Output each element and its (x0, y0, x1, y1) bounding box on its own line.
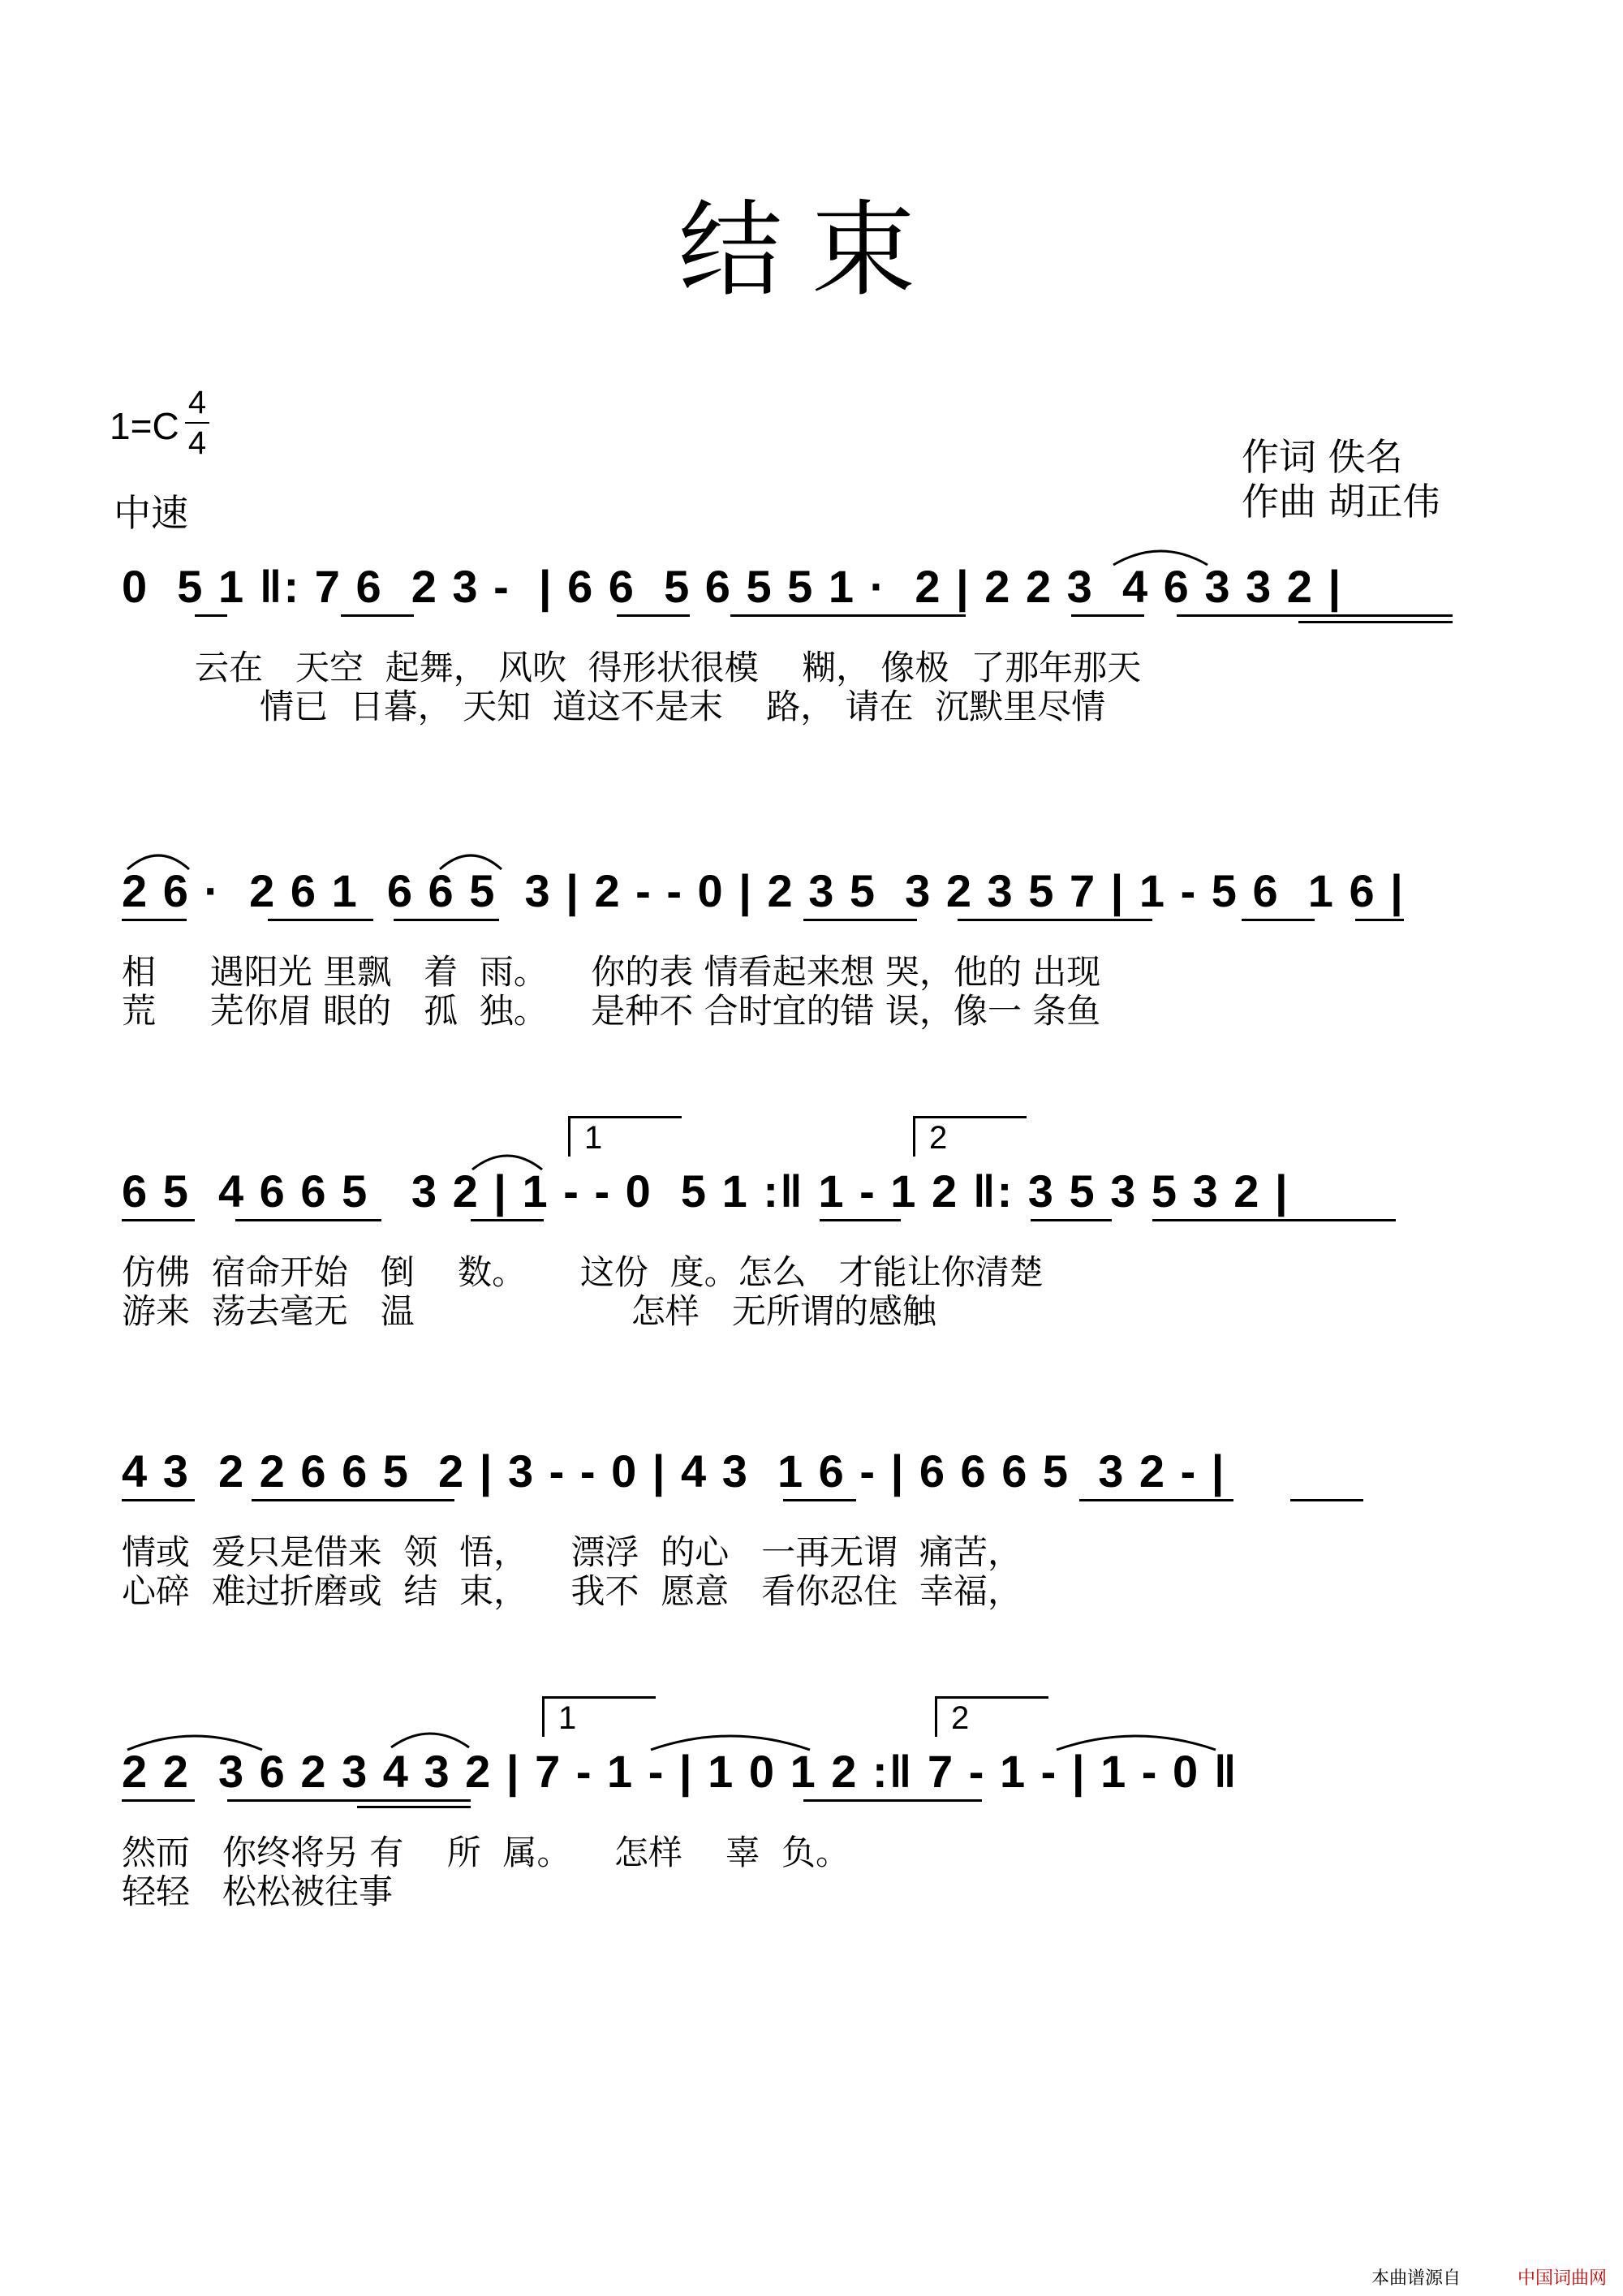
notation-line: 6 5 4 6 6 5 3 2 | 1 - - 0 5 1 :‖ 1 - 1 2 ‖: 3 5 3 5 3 2 | (122, 1165, 1289, 1217)
score-system-2 (114, 864, 1444, 1051)
lyrics-verse-1: 情或 爱只是借来 领 悟， 漂浮 的心 一再无谓 痛苦， (122, 1532, 1022, 1572)
volta-ending-1: 1 (584, 1120, 603, 1156)
score-system-5 (114, 1688, 1444, 1923)
slur-mark (1055, 1727, 1217, 1751)
notation-line: 4 3 2 2 6 6 5 2 | 3 - - 0 | 4 3 1 6 - | 6 6 6 5 3 2 - | (122, 1445, 1226, 1497)
lyrics-verse-2: 荒 芜你眉 眼的 孤 独。 是种不 合时宜的错 误，像一 条鱼 (122, 991, 1101, 1031)
lyrics-verse-2: 心碎 难过折磨或 结 束， 我不 愿意 看你忍住 幸福， (122, 1571, 1022, 1611)
composer-credit: 作曲 胡正伟 (1242, 480, 1440, 523)
score-system-3 (114, 1108, 1444, 1343)
slur-mark (438, 846, 503, 871)
key-signature: 1=C (110, 405, 179, 447)
slur-mark (471, 1147, 544, 1171)
slur-mark (649, 1727, 812, 1751)
lyrics-verse-1: 云在 天空 起舞， 风吹 得形状很模 糊， 像极 了那年那天 (195, 648, 1142, 687)
time-signature-top: 4 (187, 385, 207, 420)
lyrics-verse-1: 相 遇阳光 里飘 着 雨。 你的表 情看起来想 哭，他的 出现 (122, 952, 1101, 992)
tempo-marking: 中速 (114, 492, 188, 534)
footer-source-text: 本曲谱源自 (1371, 2268, 1462, 2289)
volta-ending-2: 2 (929, 1120, 948, 1156)
volta-ending-2: 2 (951, 1700, 970, 1736)
lyrics-verse-1: 仿佛 宿命开始 倒 数。 这份 度。怎么 才能让你清楚 (122, 1252, 1044, 1292)
volta-ending-1: 1 (558, 1700, 577, 1736)
time-signature-bottom: 4 (187, 425, 207, 461)
notation-line: 0 5 1 ‖: 7 6 2 3 - | 6 6 5 6 5 5 1 · 2 | 2 2 3 4 6 3 3 2 | (122, 561, 1343, 612)
lyrics-verse-1: 然而 你终将另 有 所 属。 怎样 辜 负。 (122, 1833, 850, 1872)
score-system-1 (114, 560, 1444, 747)
slur-mark (390, 1725, 471, 1749)
slur-mark (126, 1727, 264, 1751)
footer-site-link[interactable]: 中国词曲网 (1518, 2268, 1608, 2289)
page-title: 结束 (678, 190, 945, 311)
lyrics-verse-2: 轻轻 松松被往事 (122, 1872, 394, 1911)
notation-line: 2 6 · 2 6 1 6 6 5 3 | 2 - - 0 | 2 3 5 3 2 3 5 7 | 1 - 5 6 1 6 | (122, 865, 1405, 916)
slur-mark (126, 846, 191, 871)
slur-mark (1112, 542, 1209, 566)
lyrics-verse-2: 游来 荡去毫无 温 怎样 无所谓的感触 (122, 1291, 936, 1331)
score-system-4 (114, 1445, 1444, 1631)
notation-line: 2 2 3 6 2 3 4 3 2 | 7 - 1 - | 1 0 1 2 :‖ 7 - 1 - | 1 - 0 ‖ (122, 1746, 1238, 1797)
time-signature (185, 385, 209, 461)
lyrics-verse-2: 情已 日暮， 天知 道这不是末 路， 请在 沉默里尽情 (195, 687, 1106, 726)
lyricist-credit: 作词 佚名 (1242, 435, 1403, 479)
